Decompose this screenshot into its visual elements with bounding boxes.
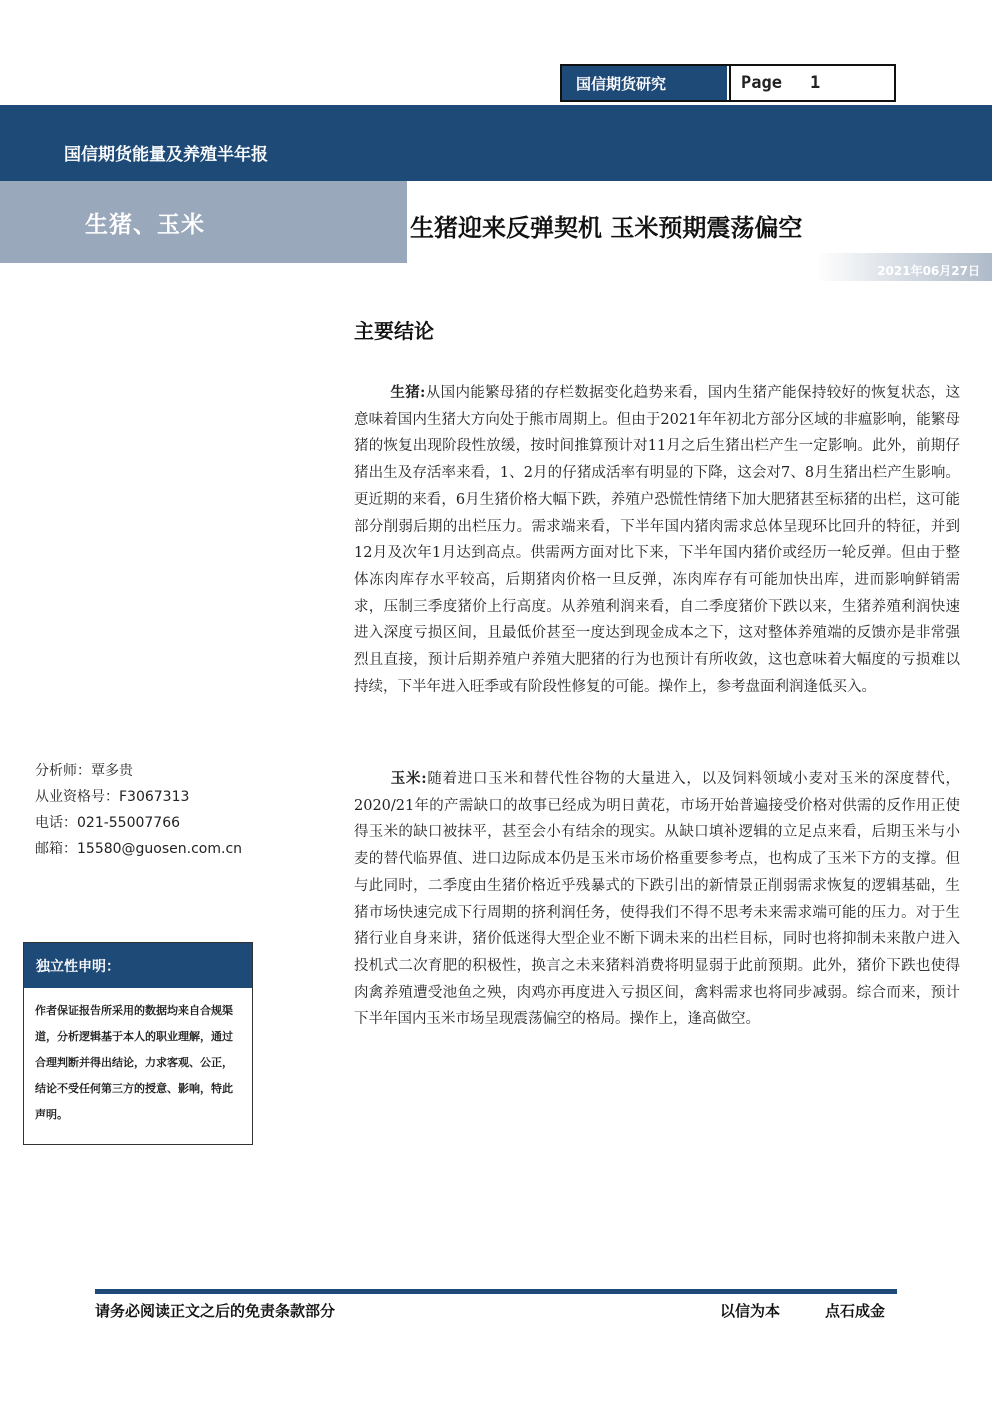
header-box (560, 64, 896, 102)
page-label: Page (741, 73, 782, 93)
independence-title: 独立性申明： (24, 943, 252, 988)
footer-divider (95, 1289, 897, 1294)
paragraph-text: 从国内能繁母猪的存栏数据变化趋势来看，国内生猪产能保持较好的恢复状态，这意味着国内生猪大方向处于熊市周期上。但由于2021年年初北方部分区域的非瘟影响，能繁母猪的恢复出现阶段性放缓，按时间推算预计对11月之后生猪出栏产生一定影响。此外，前期仔猪出生及存活率来看，1、2月的仔猪成活率有明显的下降，这会对7、8月生猪出栏产生影响。更近期的来看，6月生猪价格大幅下跌，养殖户恐慌性情绪下加大肥猪甚至标猪的出栏，这可能部分削弱后期的出栏压力。需求端来看，下半年国内猪肉需求总体呈现环比回升的特征，并到12月及次年1月达到高点。供需两方面对比下来，下半年国内猪价或经历一轮反弹。但由于整体冻肉库存水平较高，后期猪肉价格一旦反弹，冻肉库存有可能加快出库，进而影响鲜销需求，压制三季度猪价上行高度。从养殖利润来看，自二季度猪价下跌以来，生猪养殖利润快速进入深度亏损区间，且最低价甚至一度达到现金成本之下，这对整体养殖端的反馈亦是非常强烈且直接，预计后期养殖户养殖大肥猪的行为也预计有所收敛，这也意味着大幅度的亏损难以持续，下半年进入旺季或有阶段性修复的可能。操作上，参考盘面利润逢低买入。 (354, 385, 960, 695)
analyst-license: 从业资格号：F3067313 (35, 789, 190, 805)
page-number: 1 (809, 73, 821, 93)
footer-disclaimer-note: 请务必阅读正文之后的免责条款部分 (95, 1302, 336, 1320)
paragraph-hog (354, 380, 960, 700)
analyst-email: 邮箱：15580@guosen.com.cn (35, 841, 243, 857)
headline: 生猪迎来反弹契机 玉米预期震荡偏空 (410, 213, 803, 242)
report-title: 国信期货能量及养殖半年报 (64, 145, 268, 165)
footer-motto-1: 以信为本 (720, 1302, 781, 1320)
topic-category: 生猪、玉米 (85, 211, 205, 238)
footer-motto-2: 点石成金 (825, 1302, 886, 1320)
paragraph-lead: 玉米: (390, 770, 427, 787)
brand-label: 国信期货研究 (562, 66, 727, 100)
report-date: 2021年06月27日 (877, 264, 980, 278)
analyst-name: 分析师：覃多贵 (35, 763, 133, 779)
paragraph-lead: 生猪: (390, 384, 426, 401)
paragraph-corn (354, 766, 960, 1033)
analyst-phone: 电话：021-55007766 (35, 815, 181, 831)
page-indicator (729, 66, 894, 100)
independence-text: 作者保证报告所采用的数据均来自合规渠道，分析逻辑基于本人的职业理解，通过合理判断并得出结论，力求客观、公正，结论不受任何第三方的授意、影响，特此声明。 (35, 1004, 233, 1121)
paragraph-text: 随着进口玉米和替代性谷物的大量进入，以及饲料领域小麦对玉米的深度替代，2020/21年的产需缺口的故事已经成为明日黄花，市场开始普遍接受价格对供需的反作用正使得玉米的缺口被抹平，甚至会小有结余的现实。从缺口填补逻辑的立足点来看，后期玉米与小麦的替代临界值、进口边际成本仍是玉米市场价格重要参考点，也构成了玉米下方的支撑。但与此同时，二季度由生猪价格近乎残暴式的下跌引出的新情景正削弱需求恢复的逻辑基础，生猪市场快速完成下行周期的挤利润任务，使得我们不得不思考未来需求端可能的压力。对于生猪行业自身来讲，猪价低迷得大型企业不断下调未来的出栏目标，同时也将抑制未来散户进入投机式二次育肥的积极性，换言之未来猪料消费将明显弱于此前预期。此外，猪价下跌也使得肉禽养殖遭受池鱼之殃，肉鸡亦再度进入亏损区间，禽料需求也将同步减弱。综合而来，预计下半年国内玉米市场呈现震荡偏空的格局。操作上，逢高做空。 (354, 771, 960, 1028)
section-title: 主要结论 (354, 319, 434, 343)
